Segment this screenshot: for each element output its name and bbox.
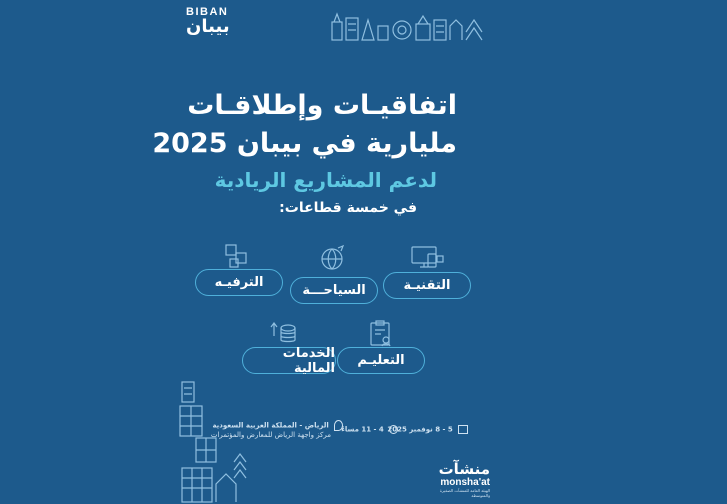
subtitle: لدعم المشاريع الريادية: [214, 168, 437, 192]
time-text: 4 - 11 مساءً: [341, 425, 384, 434]
location-line1: الرياض - المملكة العربية السعودية: [212, 421, 329, 430]
calendar-icon: [458, 425, 468, 434]
event-info-footer: [210, 420, 468, 444]
sector-pill-technology: [383, 272, 471, 299]
sector-pill-financial-services: [242, 347, 336, 374]
computer-chip-icon: [410, 244, 446, 272]
event-dates: [387, 425, 468, 434]
monshaat-tagline: الهيئة العامة للمنشآت الصغيرة والمتوسطة: [439, 488, 490, 498]
clock-icon: [389, 425, 398, 434]
clipboard-person-icon: [367, 320, 395, 348]
dates-text: 5 - 8 نوفمبر 2025: [387, 425, 453, 434]
sector-label: السياحـــة: [302, 283, 366, 298]
logo-latin-text: BIBAN: [186, 6, 229, 18]
main-title-line1: اتفاقيـات وإطلاقـات: [187, 90, 457, 121]
biban-logo: [186, 6, 236, 36]
event-time: [341, 425, 398, 434]
logo-arabic-text: بيبان: [186, 16, 230, 37]
decorative-icons-top: [330, 10, 490, 42]
main-title-line2: مليارية في بيبان 2025: [152, 128, 457, 159]
location-icon: [334, 420, 343, 431]
location-line2: مركز واجهة الرياض للمعارض والمؤتمرات: [210, 431, 331, 439]
coins-icon: [270, 320, 298, 348]
puzzle-icon: [224, 243, 250, 271]
sector-label: التعليـم: [357, 353, 405, 368]
sector-pill-tourism: [290, 277, 378, 304]
sector-pill-education: [337, 347, 425, 374]
monshaat-arabic: منشآت: [438, 460, 490, 478]
sectors-intro: في خمسة قطاعات:: [279, 200, 417, 216]
sector-label: التقنيـة: [403, 278, 451, 293]
sector-label: الترفيـه: [214, 275, 264, 290]
monshaat-latin: monsha'at: [440, 477, 490, 488]
sector-pill-entertainment: [195, 269, 283, 296]
event-location: [212, 420, 343, 431]
sector-label: الخدمات المالية: [282, 345, 335, 376]
globe-plane-icon: [318, 244, 346, 272]
monshaat-logo: [420, 462, 490, 498]
